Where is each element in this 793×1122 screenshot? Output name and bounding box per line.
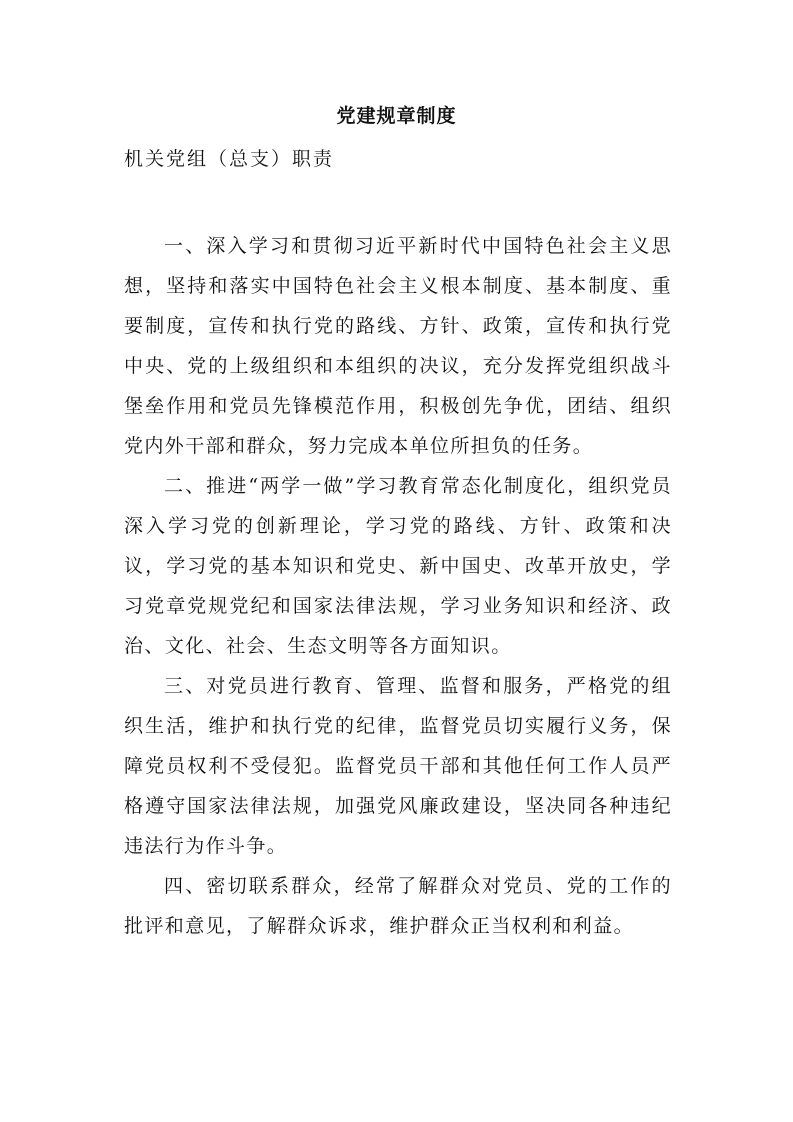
paragraph-1: 一、深入学习和贯彻习近平新时代中国特色社会主义思想，坚持和落实中国特色社会主义根本制度、基本制度、重要制度，宣传和执行党的路线、方针、政策，宣传和执行党中央、党的上级组织和本组织的决议，充分发挥党组织战斗堡垒作用和党员先锋模范作用，积极创先争优，团结、组织党内外干部和群众，努力完成本单位所担负的任务。 — [124, 235, 672, 457]
paragraph-2: 二、推进“两学一做”学习教育常态化制度化，组织党员深入学习党的创新理论，学习党的路线、方针、政策和决议，学习党的基本知识和党史、新中国史、改革开放史，学习党章党规党纪和国家法律法规，学习业务知识和经济、政治、文化、社会、生态文明等各方面知识。 — [124, 475, 672, 657]
document-subtitle: 机关党组（总支）职责 — [124, 148, 335, 170]
document-body — [124, 226, 672, 946]
paragraph-3: 三、对党员进行教育、管理、监督和服务，严格党的组织生活，维护和执行党的纪律，监督党员切实履行义务，保障党员权利不受侵犯。监督党员干部和其他任何工作人员严格遵守国家法律法规，加强党风廉政建设，坚决同各种违纪违法行为作斗争。 — [124, 675, 672, 857]
document-title: 党建规章制度 — [336, 105, 457, 127]
paragraph-4: 四、密切联系群众，经常了解群众对党员、党的工作的批评和意见，了解群众诉求，维护群众正当权利和利益。 — [124, 875, 672, 937]
